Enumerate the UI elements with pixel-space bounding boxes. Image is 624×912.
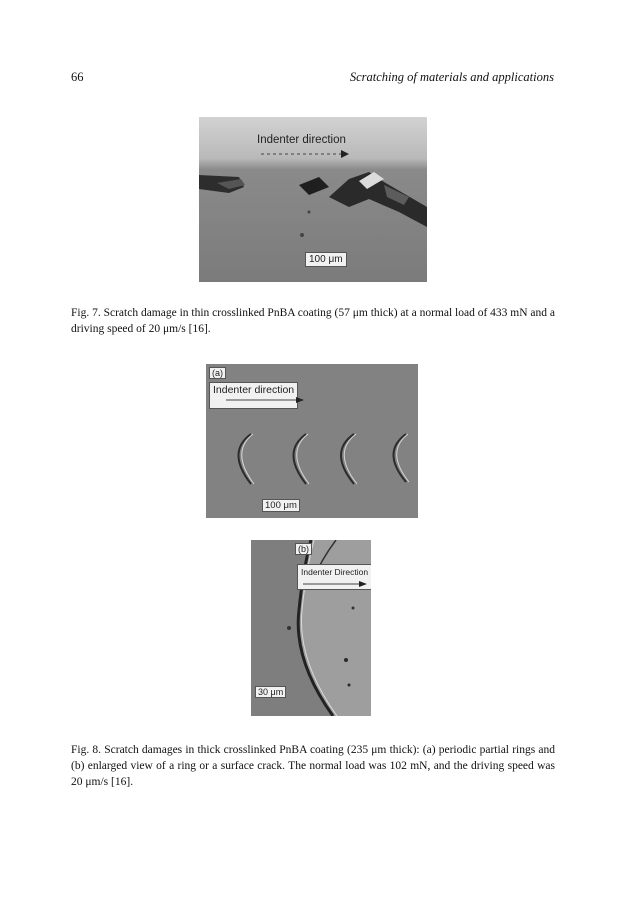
figure-8a-panel-label: (a) bbox=[209, 367, 226, 379]
figure-8a-photo bbox=[206, 364, 418, 518]
figure-8b-direction-label: Indenter Direction bbox=[297, 564, 371, 590]
figure-8a-scale-bar: 100 μm bbox=[262, 499, 300, 512]
figure-7-direction-label: Indenter direction bbox=[257, 134, 346, 146]
figure-8b-scale-bar: 30 μm bbox=[255, 686, 286, 698]
figure-8a-direction-arrow bbox=[226, 396, 304, 404]
figure-8a-direction-label: Indenter direction bbox=[209, 382, 298, 409]
figure-7-caption: Fig. 7. Scratch damage in thin crosslinked PnBA coating (57 μm thick) at a normal load of 433 mN and a driving speed of 20 μm/s [16]. bbox=[71, 307, 555, 335]
figure-7-direction-arrow bbox=[261, 149, 349, 159]
figure-7-photo bbox=[199, 117, 427, 282]
running-title: Scratching of materials and applications bbox=[349, 70, 554, 84]
figure-8-caption: Fig. 8. Scratch damages in thick crosslinked PnBA coating (235 μm thick): (a) periodic partial rings and (b) enlarged view of a ring or a surface crack. The normal load was 102 mN, and the driving speed was 20 μm/s [16]. bbox=[71, 744, 555, 788]
figure-8b-photo bbox=[251, 540, 371, 716]
page-number: 66 bbox=[71, 70, 84, 84]
figure-8b-direction-arrow bbox=[303, 580, 367, 588]
figure-8b-panel-label: (b) bbox=[295, 543, 312, 555]
figure-7-scale-bar: 100 μm bbox=[305, 252, 347, 267]
